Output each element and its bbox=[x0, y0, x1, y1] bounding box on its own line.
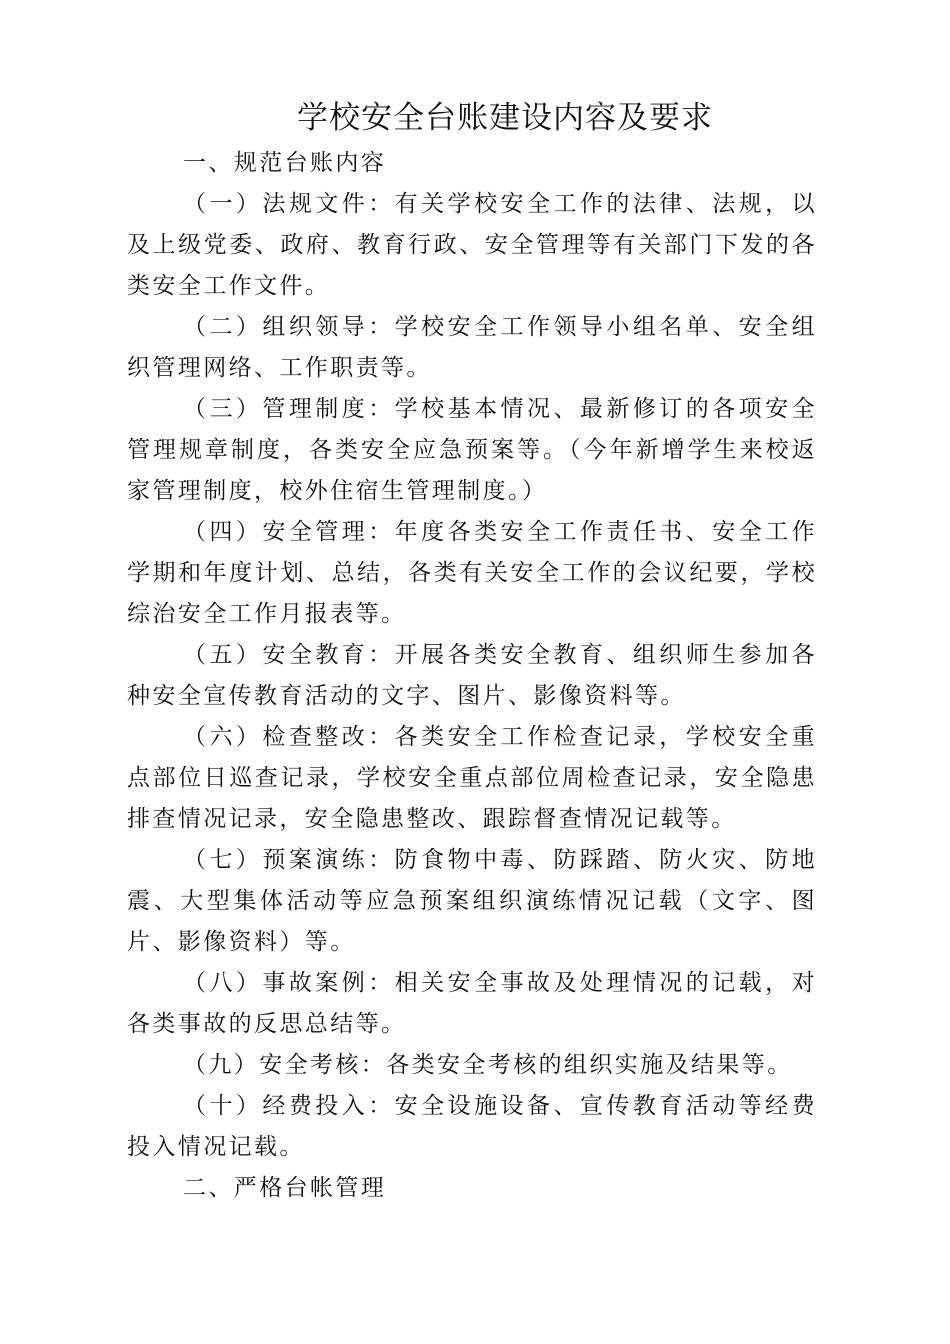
item-safety-management: （四）安全管理：年度各类安全工作责任书、安全工作学期和年度计划、总结，各类有关安全工作的会议纪要，学校综治安全工作月报表等。 bbox=[127, 519, 817, 627]
item-safety-education: （五）安全教育：开展各类安全教育、组织师生参加各种安全宣传教育活动的文字、图片、影像资料等。 bbox=[127, 642, 817, 709]
section-heading-2: 二、严格台帐管理 bbox=[183, 1175, 387, 1201]
section-heading-1: 一、规范台账内容 bbox=[183, 150, 387, 176]
item-drills: （七）预案演练：防食物中毒、防踩踏、防火灾、防地震、大型集体活动等应急预案组织演练情况记载（文字、图片、影像资料）等。 bbox=[127, 847, 817, 955]
document-title: 学校安全台账建设内容及要求 bbox=[297, 100, 713, 136]
item-accident-cases: （八）事故案例：相关安全事故及处理情况的记载，对各类事故的反思总结等。 bbox=[127, 970, 817, 1037]
item-management-system: （三）管理制度：学校基本情况、最新修订的各项安全管理规章制度，各类安全应急预案等。（今年新增学生来校返家管理制度，校外住宿生管理制度。） bbox=[127, 396, 817, 504]
item-inspection: （六）检查整改：各类安全工作检查记录，学校安全重点部位日巡查记录，学校安全重点部位周检查记录，安全隐患排查情况记录，安全隐患整改、跟踪督查情况记载等。 bbox=[127, 724, 817, 832]
item-assessment: （九）安全考核：各类安全考核的组织实施及结果等。 bbox=[183, 1052, 793, 1078]
item-funding: （十）经费投入：安全设施设备、宣传教育活动等经费投入情况记载。 bbox=[127, 1093, 817, 1160]
item-organization: （二）组织领导：学校安全工作领导小组名单、安全组织管理网络、工作职责等。 bbox=[127, 314, 817, 381]
document-body bbox=[127, 143, 817, 1209]
item-regulations: （一）法规文件：有关学校安全工作的法律、法规，以及上级党委、政府、教育行政、安全管理等有关部门下发的各类安全工作文件。 bbox=[127, 191, 817, 299]
